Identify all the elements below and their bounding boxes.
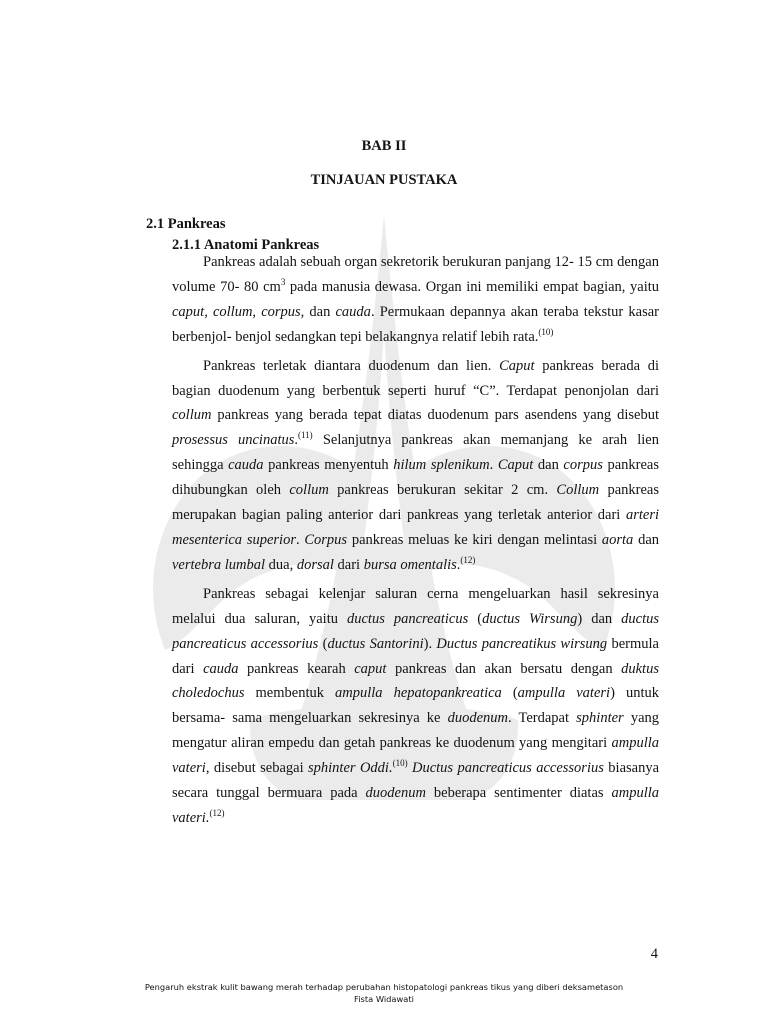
text-run: ) dan	[577, 610, 622, 627]
text-run: pankreas kearah	[238, 660, 355, 677]
text-run: beberapa sentimenter diatas	[425, 785, 612, 802]
text-run: ) untuk bersama- sama mengeluarkan sekresinya ke	[172, 685, 659, 727]
text-run: dua,	[265, 556, 297, 573]
citation: (12)	[460, 555, 476, 566]
text-run: pankreas dihubungkan oleh	[172, 457, 659, 499]
italic-term: vertebra lumbal	[172, 556, 266, 573]
body-text	[172, 250, 659, 831]
text-run: membentuk	[244, 685, 336, 702]
footer-title: Pengaruh ekstrak kulit bawang merah terhadap perubahan histopatologi pankreas tikus yang diberi deksametason	[144, 982, 624, 992]
italic-term: ductus Santorini	[327, 635, 424, 652]
text-run: dan	[633, 531, 660, 548]
italic-term: cauda	[203, 660, 239, 677]
footer-author: Fista Widawati	[354, 994, 414, 1004]
text-run: (	[501, 685, 518, 702]
text-run: Pankreas terletak diantara duodenum dan lien.	[203, 357, 500, 374]
citation: (12)	[209, 808, 225, 819]
text-run: dan	[533, 457, 564, 474]
italic-term: sphinter Oddi.	[308, 760, 393, 777]
text-run: Pankreas adalah sebuah organ sekretorik berukuran panjang 12- 15 cm dengan volume 70- 80 cm	[172, 254, 659, 295]
italic-term: Corpus	[304, 531, 348, 548]
italic-term: cauda	[335, 303, 371, 320]
text-run: pankreas merupakan bagian paling anterior dari pankreas yang terletak anterior dari	[172, 482, 659, 524]
section-heading: 2.1 Pankreas	[146, 216, 226, 232]
page-number: 4	[650, 946, 658, 962]
italic-term: ductus pancreaticus	[347, 610, 469, 627]
text-run: .	[295, 531, 305, 548]
paragraph-2	[172, 354, 659, 578]
text-run: pada manusia dewasa. Organ ini memiliki empat bagian, yaitu	[285, 278, 659, 295]
chapter-title: TINJAUAN PUSTAKA	[310, 172, 458, 188]
text-run: .	[294, 432, 299, 449]
paragraph-3	[172, 582, 659, 831]
text-run: pankreas berukuran sekitar 2 cm.	[328, 482, 557, 499]
citation: (11)	[298, 430, 313, 441]
italic-term: duodenum	[365, 785, 426, 802]
citation: (10)	[538, 326, 554, 337]
italic-term: Caput	[497, 457, 534, 474]
italic-term: caput	[354, 660, 387, 677]
text-run: bermula dari	[172, 635, 659, 677]
text-run: pankreas dan akan bersatu dengan	[386, 660, 622, 677]
italic-term: caput, collum, corpus,	[172, 303, 305, 320]
italic-term: ampulla vateri.	[172, 785, 659, 826]
italic-term: hilum splenikum	[393, 457, 490, 474]
italic-term: ampulla vateri	[172, 735, 659, 777]
text-run: pankreas berada di bagian duodenum yang berbentuk seperti huruf “C”. Terdapat penonjolan dari	[172, 357, 659, 399]
text-run: biasanya secara tunggal bermuara pada	[172, 760, 660, 802]
italic-term: corpus	[563, 457, 603, 474]
text-run: . Terdapat	[508, 710, 577, 727]
subsection-heading: 2.1.1 Anatomi Pankreas	[172, 237, 320, 253]
text-run: pankreas yang berada tepat diatas duodenum pars asendens yang disebut	[211, 407, 659, 424]
italic-term: cauda	[228, 457, 264, 474]
italic-term: dorsal	[296, 556, 334, 573]
text-run: yang mengatur aliran empedu dan getah pankreas ke duodenum yang mengitari	[172, 710, 660, 752]
chapter-label: BAB II	[361, 138, 407, 154]
text-run: dan	[304, 303, 336, 320]
italic-term: duodenum	[447, 710, 509, 727]
italic-term: prosessus uncinatus	[172, 432, 295, 449]
italic-term: Ductus pancreatikus wirsung	[436, 635, 608, 652]
italic-term: ductus pancreaticus accessorius	[172, 610, 660, 652]
italic-term: ductus Wirsung	[482, 610, 578, 627]
citation: (10)	[392, 758, 408, 769]
text-run: pankreas meluas ke kiri dengan melintasi	[347, 531, 602, 548]
text-run: (	[468, 610, 483, 627]
text-run: pankreas menyentuh	[263, 457, 394, 474]
italic-term: Ductus pancreaticus accessorius	[411, 760, 604, 777]
text-run: .	[489, 457, 498, 474]
italic-term: bursa omentalis	[363, 556, 457, 573]
text-run: Selanjutnya pankreas akan memanjang ke arah lien sehingga	[172, 432, 659, 474]
italic-term: sphinter	[576, 710, 624, 727]
italic-term: Collum	[556, 482, 600, 499]
italic-term: aorta	[601, 531, 634, 548]
text-run: . Permukaan depannya akan teraba tekstur kasar berbenjol- benjol sedangkan tepi belakangnya relatif lebih rata.	[172, 303, 659, 345]
text-run: , disebut sebagai	[205, 760, 309, 777]
italic-term: ampulla vateri	[517, 685, 611, 702]
text-run: (	[318, 635, 328, 652]
paragraph-1	[172, 250, 659, 350]
text-run: dari	[333, 556, 364, 573]
italic-term: ampulla hepatopankreatica	[335, 685, 502, 702]
text-run: .	[456, 556, 461, 573]
italic-term: Caput	[499, 357, 535, 374]
italic-term: collum	[289, 482, 329, 499]
text-run: Pankreas sebagai kelenjar saluran cerna mengeluarkan hasil sekresinya melalui dua saluran, yaitu	[172, 585, 659, 627]
superscript: 3	[280, 277, 286, 288]
italic-term: arteri mesenterica superior	[172, 507, 659, 548]
italic-term: duktus choledochus	[172, 660, 659, 702]
text-run: ).	[423, 635, 437, 652]
italic-term: collum	[172, 407, 212, 424]
